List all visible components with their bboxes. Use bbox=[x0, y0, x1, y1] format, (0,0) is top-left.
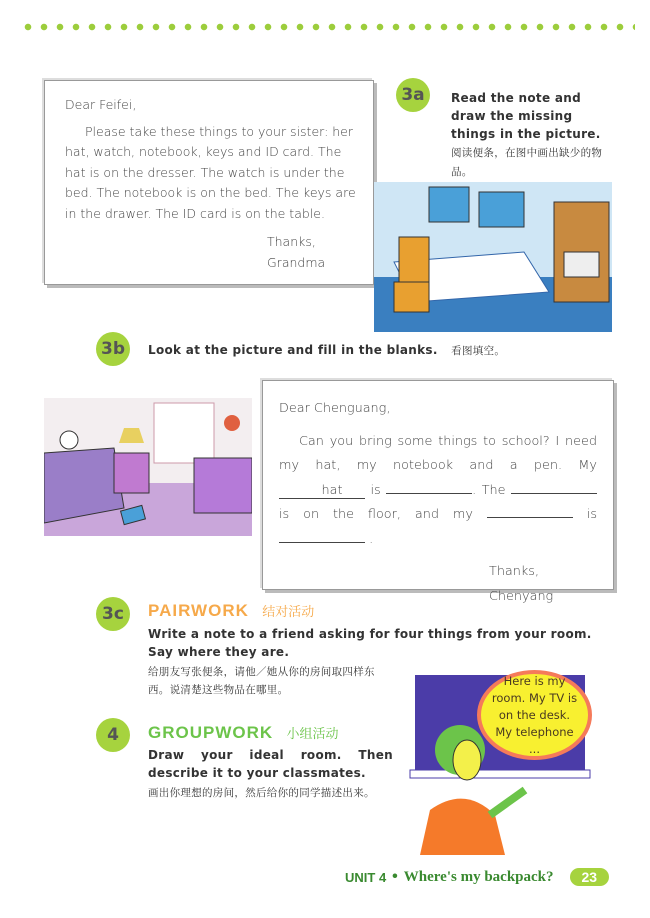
instruction-text: Write a note to a friend asking for four things from your room. Say where they are. bbox=[148, 627, 592, 659]
note-signature: Grandma bbox=[267, 254, 326, 270]
unit-title: Where's my backpack? bbox=[403, 868, 554, 885]
note-greeting: Dear Feifei, bbox=[65, 97, 137, 112]
heading-text: GROUPWORK bbox=[148, 723, 274, 742]
note-text: is on the bbox=[279, 507, 354, 522]
blank-5[interactable] bbox=[279, 542, 365, 543]
blank-2[interactable] bbox=[386, 493, 472, 494]
instruction-text: Look at the picture and fill in the blanks. bbox=[148, 343, 438, 357]
note-text: Can you bring some things to school? I need my hat, my notebook and a pen. My bbox=[279, 433, 597, 473]
badge-3c: 3c bbox=[96, 597, 130, 631]
instruction-4 bbox=[148, 746, 393, 802]
badge-3a: 3a bbox=[396, 78, 430, 112]
note-text: is bbox=[370, 482, 381, 498]
note-signature: Chenyang bbox=[489, 588, 554, 604]
instruction-cn: 阅读便条，在图中画出缺少的物品。 bbox=[451, 147, 603, 178]
unit-label: UNIT 4 bbox=[345, 869, 387, 885]
page-number: 23 bbox=[570, 868, 610, 886]
note-body: Please take these things to your sister: her hat, watch, notebook, keys and ID card. The hat is on the dresser. The watch is under the bed. The notebook is on the bed. The keys are in the drawer. The ID card is on the table. bbox=[65, 123, 356, 221]
heading-4 bbox=[148, 723, 339, 743]
badge-4: 4 bbox=[96, 718, 130, 752]
page-footer bbox=[345, 868, 609, 886]
note-closing: Thanks, bbox=[267, 234, 316, 249]
badge-3b: 3b bbox=[96, 332, 130, 366]
bedroom-illustration bbox=[44, 398, 252, 536]
note-to-chenguang bbox=[262, 380, 614, 604]
instruction-text: Read the note and draw the missing things in the picture. bbox=[451, 91, 601, 141]
heading-3c bbox=[148, 601, 314, 621]
bullet: • bbox=[392, 868, 398, 885]
note-text: . The bbox=[472, 482, 506, 498]
instruction-3a bbox=[451, 89, 611, 181]
note-body: Can you bring some things to school? I need my hat, my notebook and a pen. My hat is . The is on the floor, and my is . bbox=[279, 433, 597, 547]
instruction-cn: 看图填空。 bbox=[451, 345, 506, 357]
instruction-cn: 画出你理想的房间，然后给你的同学描述出来。 bbox=[148, 787, 375, 799]
messy-bedroom-illustration bbox=[374, 182, 612, 332]
speech-bubble bbox=[477, 670, 592, 760]
note-greeting: Dear Chenguang, bbox=[279, 401, 391, 416]
dotted-divider bbox=[20, 22, 635, 32]
heading-cn: 小组活动 bbox=[286, 726, 339, 741]
instruction-3b bbox=[148, 343, 505, 358]
note-closing: Thanks, bbox=[489, 564, 540, 579]
instruction-text: Draw your ideal room. Then describe it to your classmates. bbox=[148, 748, 393, 780]
blank-1[interactable]: hat bbox=[279, 483, 365, 499]
heading-cn: 结对活动 bbox=[262, 604, 315, 619]
note-to-feifei bbox=[44, 80, 374, 285]
blank-4[interactable] bbox=[487, 517, 573, 518]
blank-3[interactable] bbox=[511, 493, 597, 494]
note-text: floor, and my bbox=[367, 507, 473, 522]
speech-text: Here is my room. My TV is on the desk. My telephone ... bbox=[491, 673, 578, 756]
instruction-cn: 给朋友写张便条，请他／她从你的房间取四样东西。说清楚这些物品在哪里。 bbox=[148, 666, 375, 696]
note-text: is bbox=[586, 507, 597, 522]
heading-text: PAIRWORK bbox=[148, 601, 249, 620]
